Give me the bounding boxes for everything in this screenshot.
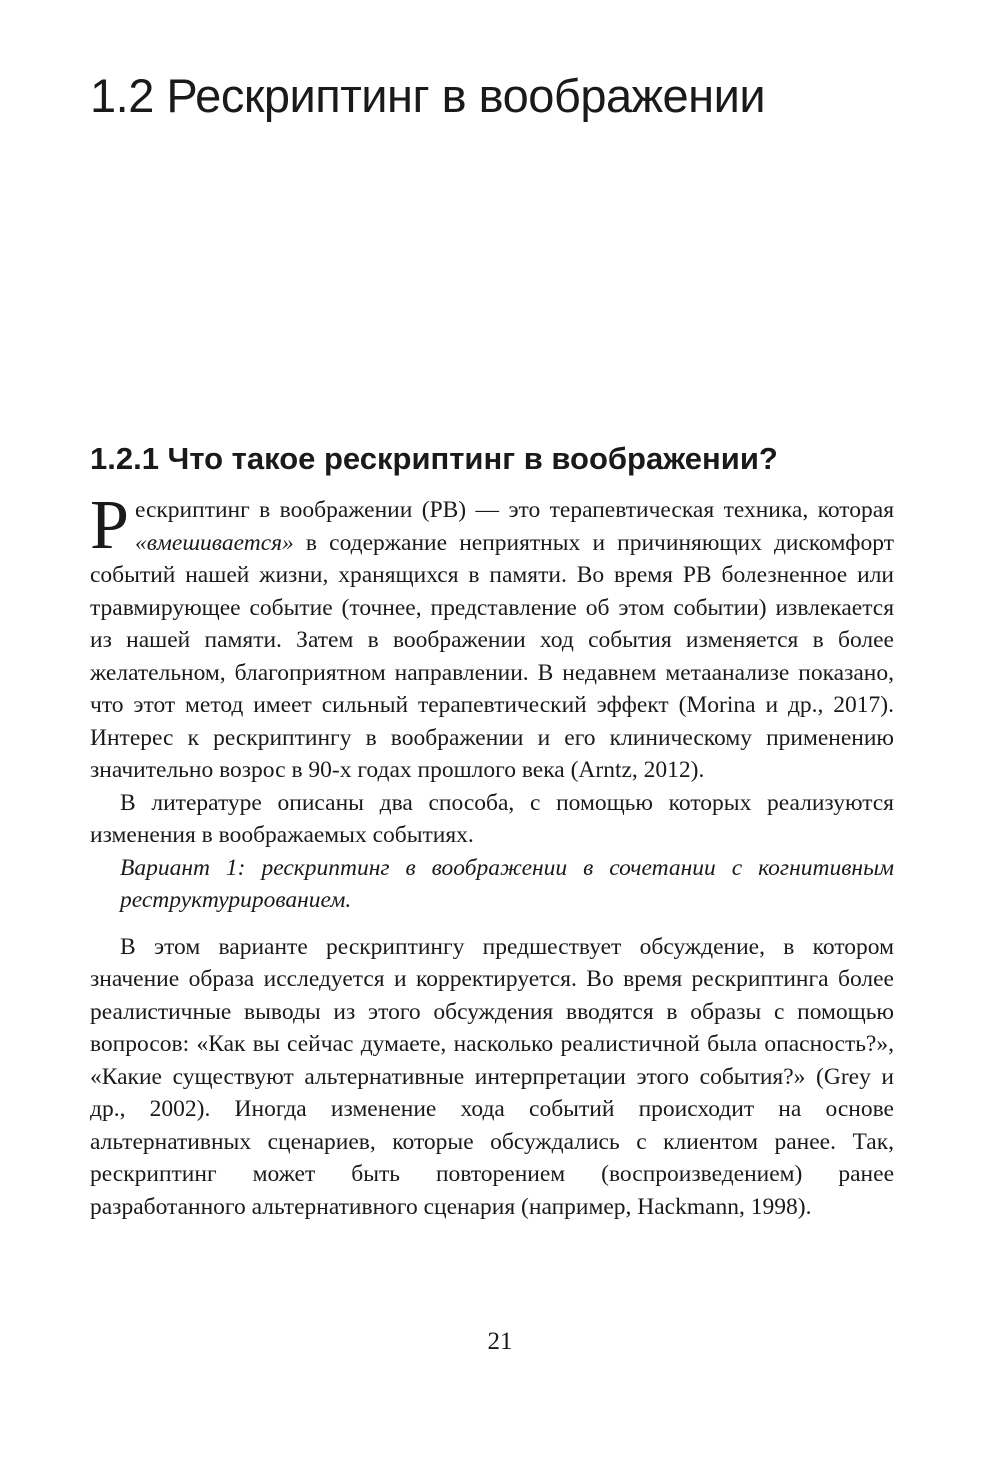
paragraph-gap (90, 917, 894, 931)
page-number: 21 (487, 1328, 513, 1355)
paragraph-intro-lead: ескриптинг в воображении (РВ) — это терапевтическая техника, которая (134, 497, 894, 523)
chapter-title: 1.2 Рескриптинг в воображении (90, 69, 766, 122)
paragraph-intro (90, 487, 894, 787)
paragraph-intro-rest: в содержание неприятных и причиняющих дискомфорт событий нашей жизни, хранящихся в памяти. Во время РВ болезненное или травмирующее событие (точнее, представление об этом событии) извлекается из нашей памяти. Затем в воображении ход события изменяется в более желательном, благоприятном направлении. В недавнем метаанализе показано, что этот метод имеет сильный терапевтический эффект (Morina и др., 2017). Интерес к рескриптингу в воображении и его клиническому применению значительно возрос в 90-х годах прошлого века (Arntz, 2012). (90, 529, 894, 783)
body-text (90, 487, 894, 1223)
paragraph-variant-1: В этом варианте рескриптингу предшествует обсуждение, в котором значение образа исследуется и корректируется. Во время рескриптинга более реалистичные выводы из этого обсуждения вводятся в образы с помощью вопросов: «Как вы сейчас думаете, насколько реалистичной была опасность?», «Какие существуют альтернативные интерпретации этого события?» (Grey и др., 2002). Иногда изменение хода событий происходит на основе альтернативных сценариев, которые обсуждались с клиентом ранее. Так, рескриптинг может быть повторением (воспроизведением) ранее разработанного альтернативного сценария (например, Hackmann, 1998). (90, 933, 894, 1220)
paragraph-intro-emphasis: «вмешивается» (134, 529, 294, 556)
section-title: 1.2.1 Что такое рескриптинг в воображении? (90, 441, 778, 476)
drop-cap: Р (90, 487, 129, 564)
paragraph-methods: В литературе описаны два способа, с помощью которых реализуются изменения в воображаемых событиях. (90, 789, 894, 848)
variant-1-heading: Вариант 1: рескриптинг в воображении в сочетании с когнитивным реструктурированием. (120, 854, 894, 913)
